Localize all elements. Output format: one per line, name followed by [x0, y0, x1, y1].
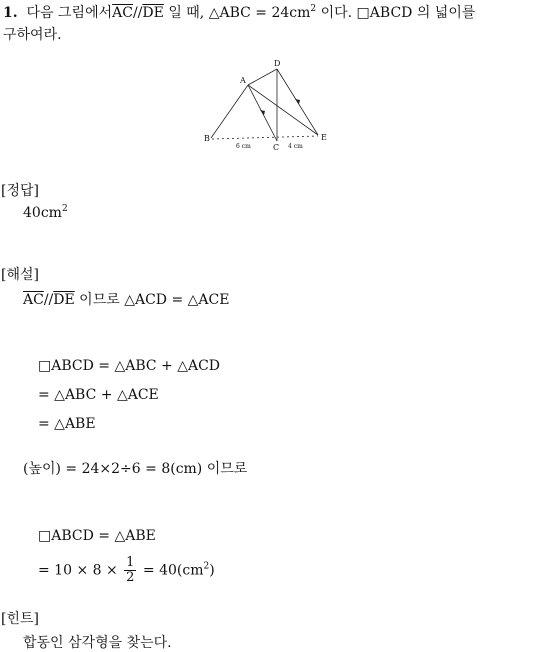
arrow-on-de	[295, 99, 300, 104]
equation-2: = △ABC + △ACE	[38, 387, 159, 403]
problem-number: 1.	[3, 5, 18, 21]
segment-be-dotted	[212, 136, 318, 139]
label-b: B	[204, 134, 210, 143]
fraction-one-half: $\frac{1}{2}$	[126, 555, 135, 585]
segment-ad	[248, 69, 277, 85]
equation-5: = 10 × 8 × $\frac{1}{2}$ = $40(cm^2)$	[38, 555, 215, 585]
solution-segment-ac: $\overline{AC}$	[23, 292, 44, 308]
segment-ac: $\overline{AC}$	[112, 5, 133, 21]
hint-text: 합동인 삼각형을 찾는다.	[23, 635, 172, 651]
solution-heading: [해설]	[1, 267, 39, 283]
equation-4: □ABCD = △ABE	[38, 528, 156, 544]
answer-value: $40cm^2$	[23, 204, 68, 221]
equation-3: = △ABE	[38, 416, 96, 432]
answer-exponent: 2	[61, 204, 68, 214]
label-a: A	[240, 76, 246, 85]
solution-line-1: $\overline{AC}//\overline{DE}$ 이므로 △ACD = △ACE	[23, 292, 230, 308]
length-ce: 4 cm	[288, 143, 303, 150]
label-d: D	[274, 59, 281, 68]
segment-ab	[211, 85, 248, 138]
problem-exponent: 2	[310, 4, 317, 14]
problem-text-before: 다음 그림에서	[26, 5, 113, 21]
answer-heading: [정답]	[1, 183, 39, 199]
label-c: C	[273, 143, 280, 152]
problem-text-after: 이다. □ABCD 의 넓이를	[320, 5, 476, 21]
segment-ae	[248, 85, 318, 135]
problem-line-1	[3, 2, 475, 22]
length-bc: 6 cm	[236, 143, 251, 150]
equation-1: □ABCD = △ABC + △ACD	[38, 358, 221, 374]
parallel-symbol: //	[132, 5, 143, 21]
hint-heading: [힌트]	[1, 611, 39, 627]
solution-segment-de: $\overline{DE}$	[53, 292, 75, 308]
problem-text-mid: 일 때, △ABC = 24cm	[168, 5, 311, 21]
geometry-figure	[200, 55, 335, 155]
segment-de: $\overline{DE}$	[142, 5, 164, 21]
height-line: (높이) = 24×2÷6 = 8(cm) 이므로	[23, 461, 248, 477]
label-e: E	[321, 133, 327, 142]
problem-line-2: 구하여라.	[3, 27, 62, 43]
arrow-on-ac	[260, 110, 265, 115]
